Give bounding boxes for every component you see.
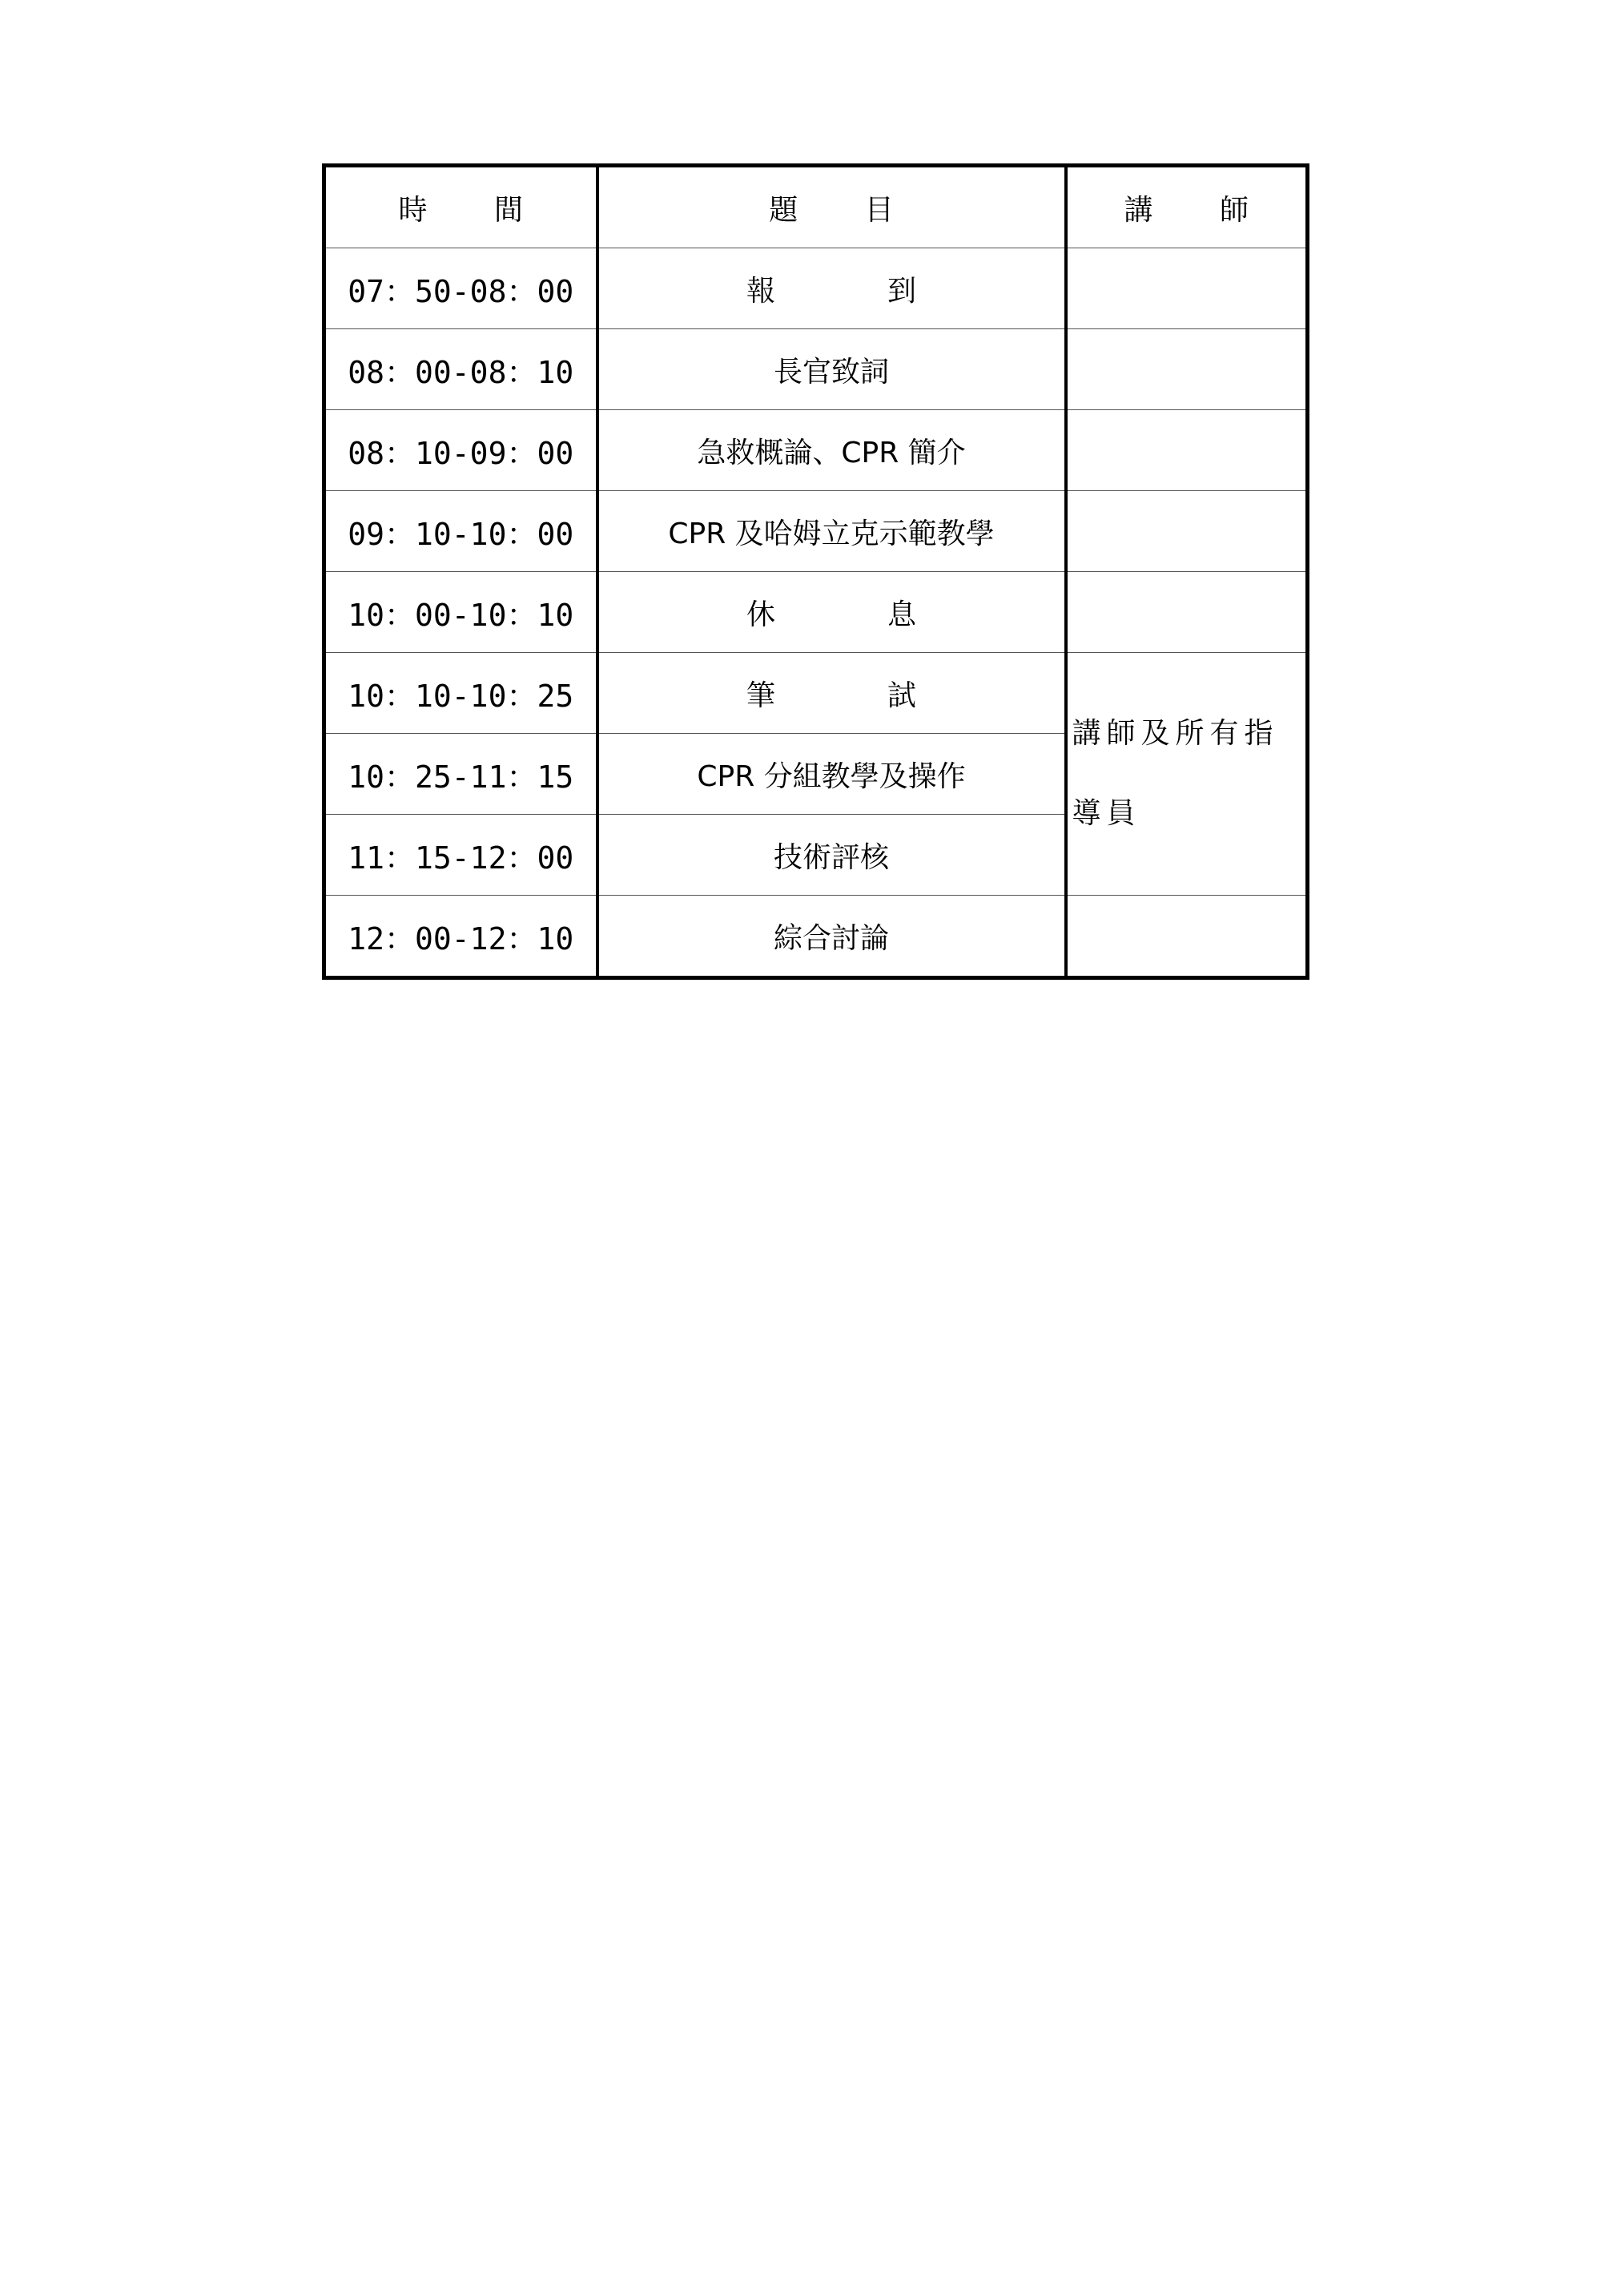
time-text: 12：00-12：10	[348, 920, 574, 957]
lecturer-cell-merged	[1066, 653, 1308, 896]
header-lecturer-label: 講 師	[1124, 193, 1277, 227]
time-cell	[324, 815, 597, 896]
topic-cell	[597, 329, 1066, 410]
topic-text: CPR 及哈姆立克示範教學	[668, 517, 995, 550]
table-row	[324, 248, 1308, 329]
time-text: 07：50-08：00	[348, 273, 574, 309]
time-cell	[324, 896, 597, 978]
topic-text: 長官致詞	[773, 355, 889, 389]
lecturer-cell	[1066, 329, 1308, 410]
topic-cell	[597, 410, 1066, 491]
table-header-row	[324, 166, 1308, 248]
header-topic	[597, 166, 1066, 248]
header-topic-label: 題 目	[769, 193, 923, 227]
topic-text: 技術評核	[773, 840, 889, 874]
topic-text: 急救概論、CPR 簡介	[697, 436, 966, 469]
time-cell	[324, 410, 597, 491]
time-cell	[324, 491, 597, 572]
time-text: 09：10-10：00	[348, 516, 574, 552]
topic-cell	[597, 491, 1066, 572]
time-cell	[324, 572, 597, 653]
lecturer-cell	[1066, 896, 1308, 978]
topic-text: 休 息	[746, 598, 958, 631]
topic-text: CPR 分組教學及操作	[697, 759, 966, 793]
table-row	[324, 491, 1308, 572]
table-row	[324, 572, 1308, 653]
time-text: 08：10-09：00	[348, 435, 574, 471]
header-time-label: 時 間	[398, 193, 552, 227]
time-cell	[324, 734, 597, 815]
lecturer-text: 講師及所有指導員	[1072, 717, 1279, 830]
time-cell	[324, 329, 597, 410]
topic-text: 綜合討論	[773, 921, 889, 955]
topic-cell	[597, 572, 1066, 653]
time-text: 10：00-10：10	[348, 597, 574, 633]
table-row	[324, 329, 1308, 410]
table-row	[324, 410, 1308, 491]
topic-cell	[597, 734, 1066, 815]
table-row	[324, 653, 1308, 734]
topic-cell	[597, 653, 1066, 734]
schedule-table	[322, 163, 1309, 980]
topic-cell	[597, 815, 1066, 896]
lecturer-cell	[1066, 248, 1308, 329]
lecturer-cell	[1066, 491, 1308, 572]
topic-cell	[597, 248, 1066, 329]
time-text: 08：00-08：10	[348, 354, 574, 390]
time-text: 11：15-12：00	[348, 840, 574, 876]
lecturer-cell	[1066, 410, 1308, 491]
time-cell	[324, 653, 597, 734]
topic-text: 報 到	[746, 274, 958, 308]
lecturer-cell	[1066, 572, 1308, 653]
time-cell	[324, 248, 597, 329]
time-text: 10：10-10：25	[348, 678, 574, 714]
topic-cell	[597, 896, 1066, 978]
topic-text: 筆 試	[746, 679, 958, 712]
header-time	[324, 166, 597, 248]
table-row	[324, 896, 1308, 978]
header-lecturer	[1066, 166, 1308, 248]
time-text: 10：25-11：15	[348, 759, 574, 795]
